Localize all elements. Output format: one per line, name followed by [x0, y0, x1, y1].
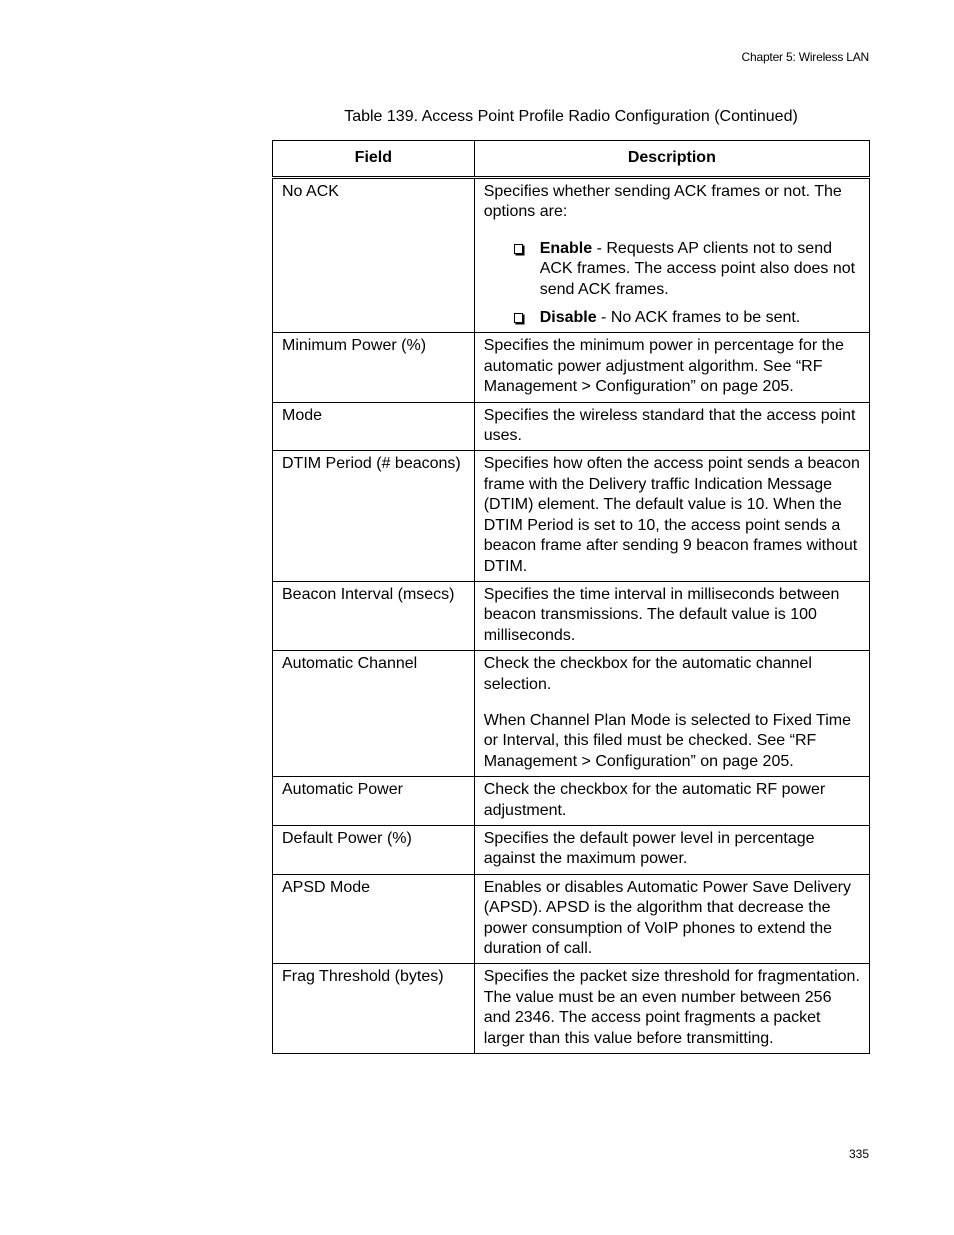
field-cell: Minimum Power (%)	[273, 333, 475, 402]
description-cell	[474, 402, 869, 451]
option-item	[512, 308, 860, 328]
description-cell	[474, 874, 869, 964]
field-cell: Automatic Power	[273, 777, 475, 826]
description-text: Specifies the minimum power in percentage for the automatic power adjustment algorithm. See “RF Management > Configuration” on page 205.	[483, 337, 844, 396]
field-cell: Frag Threshold (bytes)	[273, 964, 475, 1054]
description-text: Specifies how often the access point sends a beacon frame with the Delivery traffic Indication Message (DTIM) element. The default value is 10. When the DTIM Period is set to 10, the access point sends a beacon frame after sending 9 beacon frames without DTIM.	[483, 455, 860, 575]
column-header-description: Description	[474, 141, 869, 178]
description-text: Specifies the time interval in milliseconds between beacon transmissions. The default value is 100 milliseconds.	[483, 585, 840, 644]
table-row	[273, 333, 870, 402]
description-cell	[474, 651, 869, 777]
description-cell	[474, 581, 869, 650]
table-row	[273, 777, 870, 826]
description-text: Specifies whether sending ACK frames or not. The options are:	[483, 183, 842, 221]
description-text: Check the checkbox for the automatic channel selection.	[483, 655, 812, 693]
description-cell	[474, 777, 869, 826]
description-text: Check the checkbox for the automatic RF power adjustment.	[483, 781, 826, 819]
table-row	[273, 178, 870, 333]
field-cell: APSD Mode	[273, 874, 475, 964]
description-text: When Channel Plan Mode is selected to Fixed Time or Interval, this filed must be checked. See “RF Management > Configuration” on page 205.	[483, 711, 851, 770]
table-row	[273, 964, 870, 1054]
field-cell: Mode	[273, 402, 475, 451]
description-cell	[474, 825, 869, 874]
description-text: Specifies the wireless standard that the access point uses.	[483, 406, 856, 445]
description-text: Enables or disables Automatic Power Save Delivery (APSD). APSD is the algorithm that decrease the power consumption of VoIP phones to extend the duration of call.	[483, 878, 851, 957]
table-row	[273, 402, 870, 451]
field-cell: DTIM Period (# beacons)	[273, 451, 475, 581]
table-caption: Table 139. Access Point Profile Radio Configuration (Continued)	[344, 108, 798, 125]
field-cell: Automatic Channel	[273, 651, 475, 777]
description-cell	[474, 178, 869, 333]
option-term: Disable	[539, 309, 597, 327]
table-row	[273, 651, 870, 777]
running-header: Chapter 5: Wireless LAN	[741, 50, 869, 64]
checkbox-bullet-icon	[514, 313, 523, 323]
description-text: Specifies the packet size threshold for fragmentation. The value must be an even number between 256 and 2346. The access point fragments a packet larger than this value before transmitting.	[483, 968, 860, 1047]
table-row	[273, 825, 870, 874]
option-term: Enable	[539, 239, 593, 257]
description-text: Specifies the default power level in percentage against the maximum power.	[483, 829, 815, 868]
description-cell	[474, 451, 869, 581]
table-row	[273, 451, 870, 581]
radio-configuration-table	[272, 140, 870, 1054]
option-text: - Requests AP clients not to send ACK frames. The access point also does not send ACK frames.	[539, 239, 856, 298]
description-cell	[474, 333, 869, 402]
option-list	[484, 239, 860, 329]
field-cell: Default Power (%)	[273, 825, 475, 874]
table-header-row	[273, 141, 870, 178]
option-item	[512, 239, 860, 300]
description-cell	[474, 964, 869, 1054]
table-row	[273, 874, 870, 964]
field-cell: Beacon Interval (msecs)	[273, 581, 475, 650]
table-row	[273, 581, 870, 650]
column-header-field: Field	[273, 141, 475, 178]
checkbox-bullet-icon	[514, 244, 523, 254]
field-cell: No ACK	[273, 178, 475, 333]
page-number: 335	[848, 1147, 869, 1161]
option-text: - No ACK frames to be sent.	[596, 309, 801, 327]
